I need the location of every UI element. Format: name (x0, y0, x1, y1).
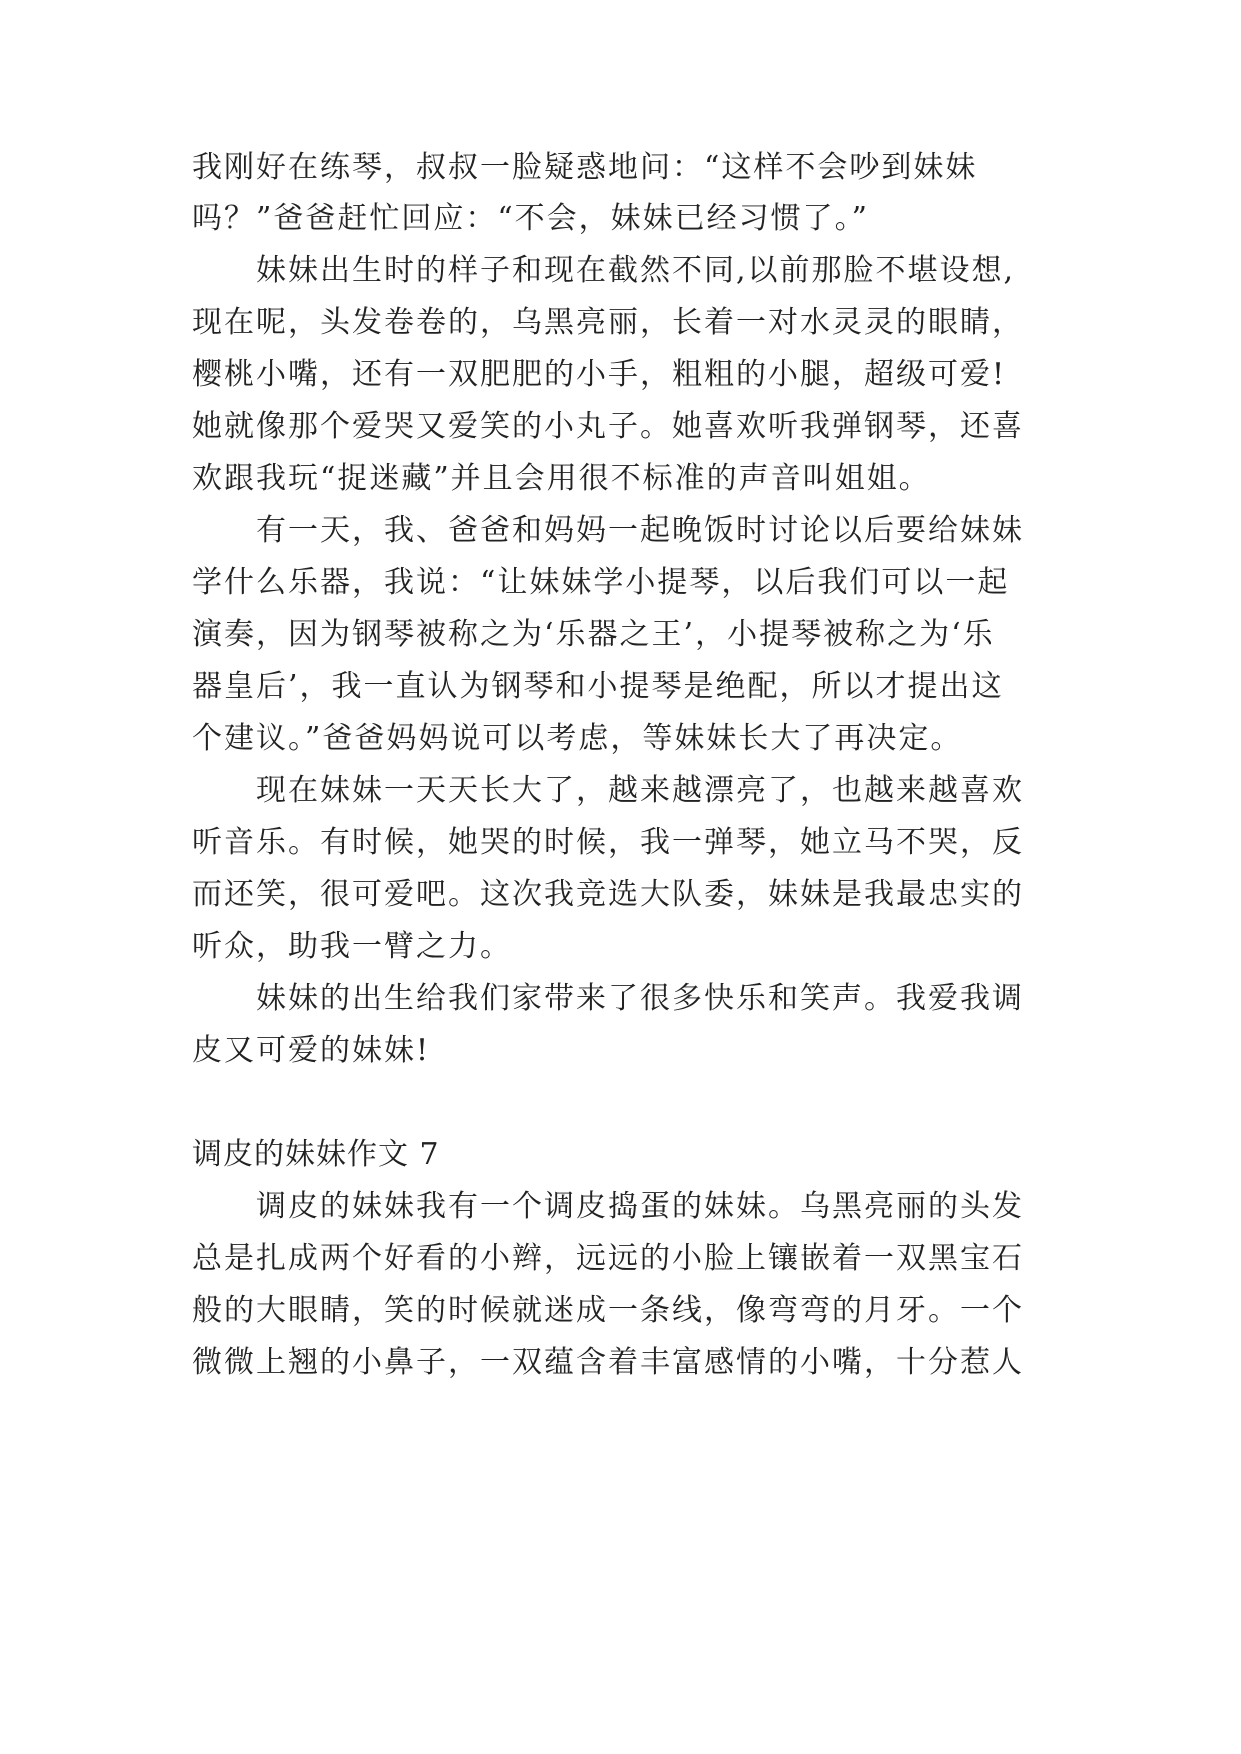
text-line: 听众，助我一臂之力。 (192, 929, 512, 964)
text-line: 皮又可爱的妹妹! (192, 1033, 431, 1068)
text-line: 我刚好在练琴，叔叔一脸疑惑地问：“这样不会吵到妹妹 (192, 150, 978, 185)
text-line: 欢跟我玩“捉迷藏”并且会用很不标准的声音叫姐姐。 (192, 461, 931, 496)
text-line: 有一天，我、爸爸和妈妈一起晚饭时讨论以后要给妹妹 (256, 513, 1024, 548)
text-line: 现在妹妹一天天长大了，越来越漂亮了，也越来越喜欢 (256, 773, 1024, 808)
text-line: 吗？”爸爸赶忙回应：“不会，妹妹已经习惯了。” (192, 201, 870, 236)
text-line: 妹妹的出生给我们家带来了很多快乐和笑声。我爱我调 (256, 981, 1024, 1016)
text-line: 而还笑，很可爱吧。这次我竞选大队委，妹妹是我最忠实的 (192, 877, 1024, 912)
text-line: 微微上翘的小鼻子，一双蕴含着丰富感情的小嘴，十分惹人 (192, 1345, 1024, 1380)
section-title: 调皮的妹妹作文 7 (192, 1137, 440, 1172)
text-line: 妹妹出生时的样子和现在截然不同,以前那脸不堪设想, (256, 253, 1016, 288)
text-line: 樱桃小嘴，还有一双肥肥的小手，粗粗的小腿，超级可爱! (192, 357, 1007, 392)
text-line: 演奏，因为钢琴被称之为‘乐器之王’，小提琴被称之为‘乐 (192, 617, 995, 652)
text-line: 现在呢，头发卷卷的，乌黑亮丽，长着一对水灵灵的眼睛， (192, 305, 1024, 340)
text-line: 般的大眼睛，笑的时候就迷成一条线，像弯弯的月牙。一个 (192, 1293, 1024, 1328)
text-line: 总是扎成两个好看的小辫，远远的小脸上镶嵌着一双黑宝石 (192, 1241, 1024, 1276)
text-line: 个建议。”爸爸妈妈说可以考虑，等妹妹长大了再决定。 (192, 721, 963, 756)
text-line: 听音乐。有时候，她哭的时候，我一弹琴，她立马不哭，反 (192, 825, 1024, 860)
text-line: 她就像那个爱哭又爱笑的小丸子。她喜欢听我弹钢琴，还喜 (192, 409, 1024, 444)
text-line: 学什么乐器，我说：“让妹妹学小提琴，以后我们可以一起 (192, 565, 1010, 600)
text-line: 器皇后’，我一直认为钢琴和小提琴是绝配，所以才提出这 (192, 669, 1004, 704)
text-line: 调皮的妹妹我有一个调皮捣蛋的妹妹。乌黑亮丽的头发 (256, 1189, 1024, 1224)
